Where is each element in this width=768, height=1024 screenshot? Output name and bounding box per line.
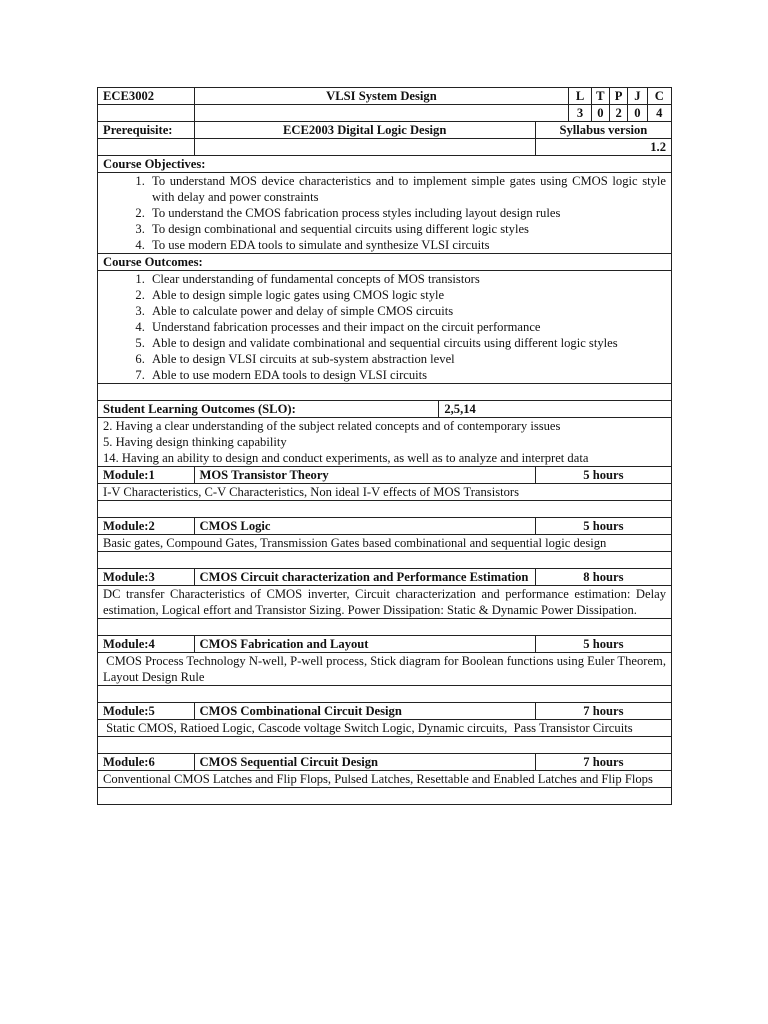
prerequisite-value: ECE2003 Digital Logic Design: [194, 122, 535, 139]
module-title: CMOS Sequential Circuit Design: [194, 754, 535, 771]
spacer-row: [98, 384, 672, 401]
module-label: Module:4: [98, 636, 195, 653]
empty-cell: [98, 139, 195, 156]
outcomes-heading: Course Outcomes:: [98, 254, 672, 271]
course-title: VLSI System Design: [194, 88, 569, 105]
module-title: CMOS Combinational Circuit Design: [194, 703, 535, 720]
prerequisite-label: Prerequisite:: [98, 122, 195, 139]
spacer-row: [98, 619, 672, 636]
spacer-row: [98, 552, 672, 569]
ltpjc-label-j: J: [628, 88, 647, 105]
module-title: CMOS Circuit characterization and Performance Estimation: [194, 569, 535, 586]
list-item: 3. To design combinational and sequential circuits using different logic styles: [148, 221, 666, 237]
list-item: 2. To understand the CMOS fabrication process styles including layout design rules: [148, 205, 666, 221]
module-content: Basic gates, Compound Gates, Transmission Gates based combinational and sequential logic design: [98, 535, 672, 552]
objectives-heading: Course Objectives:: [98, 156, 672, 173]
ltpjc-value-t: 0: [591, 105, 609, 122]
spacer-row: [98, 501, 672, 518]
ltpjc-value-p: 2: [609, 105, 627, 122]
module-label: Module:5: [98, 703, 195, 720]
module-title: CMOS Fabrication and Layout: [194, 636, 535, 653]
module-hours: 7 hours: [535, 754, 671, 771]
syllabus-version-value: 1.2: [535, 139, 671, 156]
list-item: 7. Able to use modern EDA tools to design VLSI circuits: [148, 367, 666, 383]
module-hours: 8 hours: [535, 569, 671, 586]
list-item: 6. Able to design VLSI circuits at sub-system abstraction level: [148, 351, 666, 367]
module-label: Module:1: [98, 467, 195, 484]
module-hours: 5 hours: [535, 518, 671, 535]
module-hours: 5 hours: [535, 636, 671, 653]
ltpjc-value-c: 4: [647, 105, 671, 122]
list-item: 1. Clear understanding of fundamental concepts of MOS transistors: [148, 271, 666, 287]
slo-item: 2. Having a clear understanding of the subject related concepts and of contemporary issues: [103, 419, 561, 433]
list-item: 3. Able to calculate power and delay of simple CMOS circuits: [148, 303, 666, 319]
spacer-row: [98, 737, 672, 754]
objectives-list: [103, 173, 666, 253]
list-item: 2. Able to design simple logic gates using CMOS logic style: [148, 287, 666, 303]
ltpjc-value-l: 3: [569, 105, 591, 122]
spacer-row: [98, 788, 672, 805]
syllabus-version-label: Syllabus version: [535, 122, 671, 139]
module-hours: 5 hours: [535, 467, 671, 484]
slo-item: 14. Having an ability to design and conduct experiments, as well as to analyze and interpret data: [103, 451, 589, 465]
module-hours: 7 hours: [535, 703, 671, 720]
module-content: DC transfer Characteristics of CMOS inverter, Circuit characterization and performance estimation: Delay estimation, Logical effort and Transistor Sizing. Power Dissipation: Static & Dynamic Power Dissipation.: [98, 586, 672, 619]
module-label: Module:6: [98, 754, 195, 771]
empty-cell: [98, 105, 195, 122]
syllabus-table: [97, 87, 672, 805]
list-item: 4. Understand fabrication processes and their impact on the circuit performance: [148, 319, 666, 335]
module-label: Module:2: [98, 518, 195, 535]
objectives-cell: [98, 173, 672, 254]
module-label: Module:3: [98, 569, 195, 586]
spacer-row: [98, 686, 672, 703]
ltpjc-value-j: 0: [628, 105, 647, 122]
slo-item: 5. Having design thinking capability: [103, 435, 287, 449]
ltpjc-label-p: P: [609, 88, 627, 105]
list-item: 4. To use modern EDA tools to simulate and synthesize VLSI circuits: [148, 237, 666, 253]
slo-value: 2,5,14: [439, 401, 672, 418]
list-item: 1. To understand MOS device characteristics and to implement simple gates using CMOS logic style with delay and power constraints: [148, 173, 666, 205]
ltpjc-label-t: T: [591, 88, 609, 105]
module-content: Static CMOS, Ratioed Logic, Cascode voltage Switch Logic, Dynamic circuits, Pass Transistor Circuits: [98, 720, 672, 737]
empty-cell: [194, 105, 569, 122]
ltpjc-label-c: C: [647, 88, 671, 105]
list-item: 5. Able to design and validate combinational and sequential circuits using different logic styles: [148, 335, 666, 351]
module-content: Conventional CMOS Latches and Flip Flops, Pulsed Latches, Resettable and Enabled Latches and Flip Flops: [98, 771, 672, 788]
course-code: ECE3002: [98, 88, 195, 105]
ltpjc-label-l: L: [569, 88, 591, 105]
outcomes-list: [103, 271, 666, 383]
module-content: I-V Characteristics, C-V Characteristics, Non ideal I-V effects of MOS Transistors: [98, 484, 672, 501]
outcomes-cell: [98, 271, 672, 384]
syllabus-page: [97, 87, 672, 805]
empty-cell: [194, 139, 535, 156]
slo-label: Student Learning Outcomes (SLO):: [98, 401, 439, 418]
slo-cell: [98, 418, 672, 467]
module-content: CMOS Process Technology N-well, P-well process, Stick diagram for Boolean functions using Euler Theorem, Layout Design Rule: [98, 653, 672, 686]
module-title: CMOS Logic: [194, 518, 535, 535]
module-title: MOS Transistor Theory: [194, 467, 535, 484]
